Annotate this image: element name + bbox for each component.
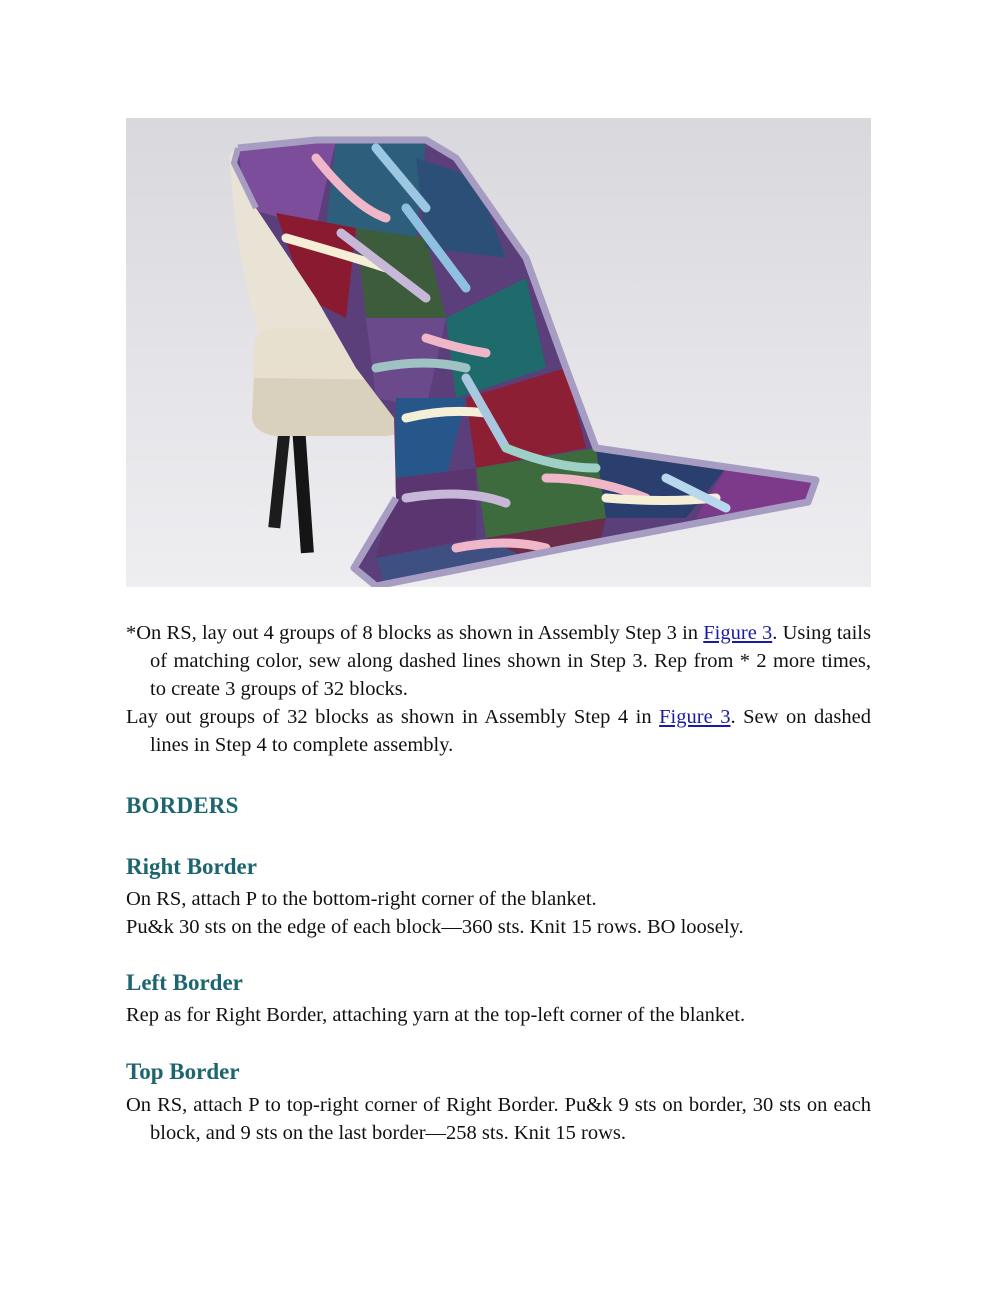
left-border-line1: Rep as for Right Border, attaching yarn at the top-left corner of the blanket. [126,1004,746,1026]
figure-3-link[interactable]: Figure 3 [703,622,773,644]
assembly-section [126,619,871,759]
blanket-chair-photo [126,118,871,587]
assembly-p1-text-b: . Using tails of matching color, sew along dashed lines shown in Step 3. Rep from * 2 more times, to create 3 groups of 32 blocks. [150,622,871,700]
left-border-heading: Left Border [126,970,243,995]
left-border-body [126,1001,871,1029]
right-border-heading: Right Border [126,854,257,879]
assembly-p2-text-a: Lay out groups of 32 blocks as shown in Assembly Step 4 in [126,706,660,728]
top-border-line1: On RS, attach P to top-right corner of Right Border. Pu&k 9 sts on border, 30 sts on each block, and 9 sts on the last border—258 sts. Knit 15 rows. [126,1094,871,1144]
borders-heading: BORDERS [126,793,239,818]
assembly-p1-text-a: *On RS, lay out 4 groups of 8 blocks as shown in Assembly Step 3 in [126,622,704,644]
assembly-step4-paragraph [126,703,871,759]
right-border-line1: On RS, attach P to the bottom-right corner of the blanket. [126,888,597,910]
right-border-line2: Pu&k 30 sts on the edge of each block—360 sts. Knit 15 rows. BO loosely. [126,916,744,938]
assembly-step3-paragraph [126,619,871,703]
top-border-heading: Top Border [126,1059,240,1084]
assembly-p2-text-b: . Sew on dashed lines in Step 4 to complete assembly. [150,706,871,756]
right-border-body [126,885,871,941]
top-border-body [126,1091,871,1147]
figure-3-link-2[interactable]: Figure 3 [659,706,731,728]
